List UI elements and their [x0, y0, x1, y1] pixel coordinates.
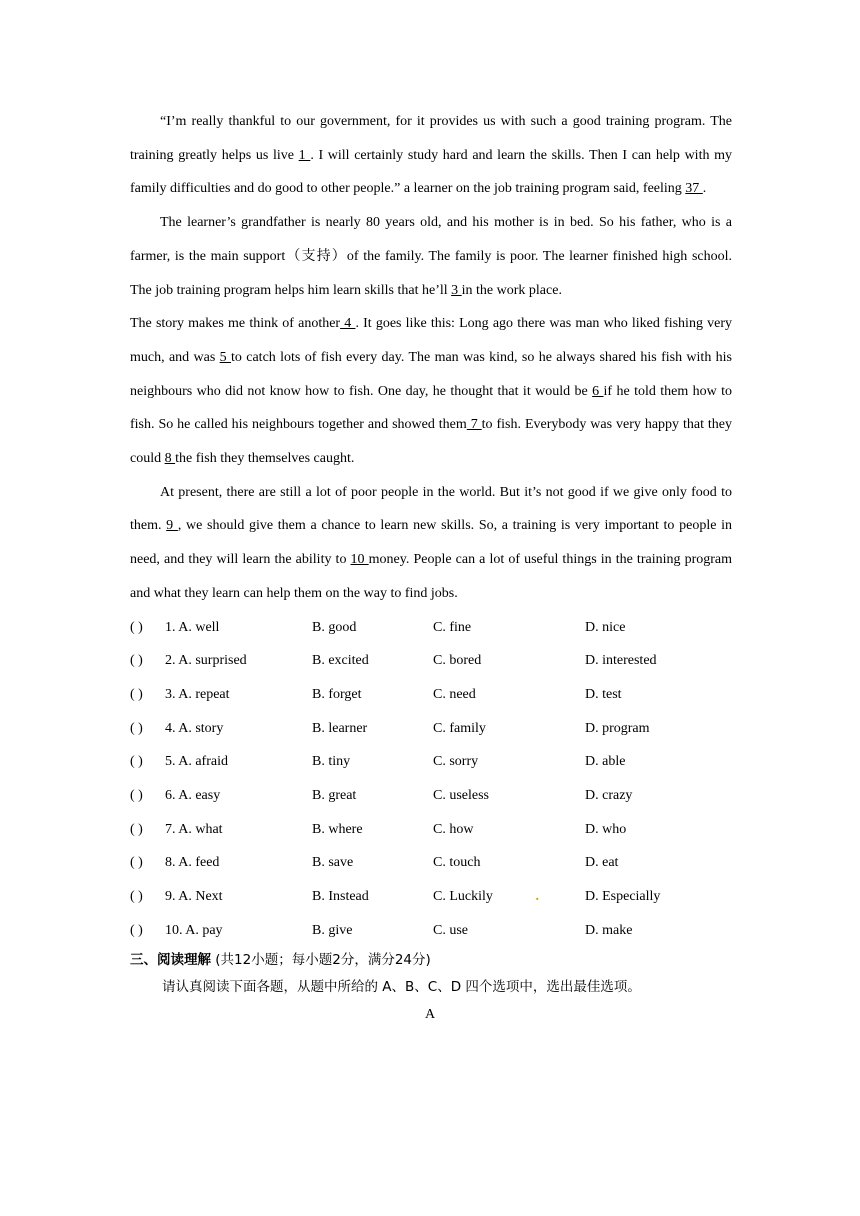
option-b: B. great	[312, 787, 357, 803]
answer-paren: ( )	[130, 889, 143, 905]
option-c: C. bored	[433, 653, 482, 669]
option-d: D. nice	[585, 619, 626, 635]
blank-9: 9	[166, 518, 178, 534]
question-row	[130, 644, 732, 678]
text: if he told them how to fish. So he called his neighbours together and showed them	[130, 383, 733, 433]
passage-label: A	[424, 1007, 436, 1023]
option-a: 6. A. easy	[165, 787, 221, 803]
passage-paragraph-2	[130, 206, 732, 307]
option-a: 3. A. repeat	[165, 686, 230, 702]
document-page	[130, 105, 732, 1029]
option-b: B. good	[312, 619, 357, 635]
answer-paren: ( )	[130, 787, 143, 803]
section-heading	[130, 947, 732, 973]
answer-paren: ( )	[130, 653, 143, 669]
text: in the work place.	[461, 282, 562, 298]
section-note: (共12小题；每小题2分，满分24分)	[211, 952, 431, 969]
option-d: D. crazy	[585, 787, 633, 803]
option-b: B. learner	[312, 720, 368, 736]
option-c: C. sorry	[433, 754, 479, 770]
passage-paragraph-3	[130, 307, 732, 476]
blank-4: 4	[340, 316, 356, 332]
text: . I will certainly study hard and learn the skills. Then I can help with my family difficulties and do good to other people.” a learner on the job training program said, feeling	[130, 147, 732, 197]
answer-paren: ( )	[130, 619, 143, 635]
blank-7: 7	[466, 417, 482, 433]
option-d: D. program	[585, 720, 650, 736]
blank-37: 37	[685, 181, 703, 197]
answer-paren: ( )	[130, 821, 143, 837]
text: .	[702, 181, 707, 197]
option-c: C. touch	[433, 855, 481, 871]
text: At present, there are still a lot of poor people in the world. But it’s not good if we give only food to them.	[130, 484, 732, 534]
option-a: 4. A. story	[165, 720, 224, 736]
question-row	[130, 880, 732, 914]
answer-paren: ( )	[130, 720, 143, 736]
question-row	[130, 745, 732, 779]
answer-paren: ( )	[130, 922, 143, 938]
option-a: 5. A. afraid	[165, 754, 228, 770]
question-row	[130, 678, 732, 712]
text: The story makes me think of another	[130, 316, 341, 332]
text: the fish they themselves caught.	[175, 451, 355, 467]
option-c: C. Luckily	[433, 889, 493, 905]
option-d: D. eat	[585, 855, 619, 871]
text: to fish. Everybody was very happy that they could	[130, 417, 733, 467]
option-c: C. useless	[433, 787, 489, 803]
text: “I’m really thankful to our government, for it provides us with such a good training program. The training greatly helps us live	[130, 114, 732, 163]
blank-8: 8	[164, 451, 176, 467]
option-a: 8. A. feed	[165, 855, 220, 871]
blank-10: 10	[350, 552, 369, 568]
section-instruction: 请认真阅读下面各题，从题中所给的 A、B、C、D 四个选项中，选出最佳选项。	[162, 979, 641, 996]
text: . It goes like this: Long ago there was man who liked fishing very much, and was	[130, 316, 732, 365]
option-c: C. how	[433, 821, 474, 837]
blank-3: 3	[451, 282, 462, 298]
option-b: B. give	[312, 922, 353, 938]
passage-paragraph-1	[130, 105, 732, 206]
option-d: D. make	[585, 922, 633, 938]
option-d: D. interested	[585, 653, 657, 669]
option-c: C. use	[433, 922, 468, 938]
option-b: B. save	[312, 855, 354, 871]
section-title: 三、阅读理解	[130, 952, 211, 969]
blank-6: 6	[592, 383, 604, 399]
question-row	[130, 712, 732, 746]
option-b: B. Instead	[312, 889, 369, 905]
question-row	[130, 779, 732, 813]
question-row	[130, 611, 732, 645]
option-a: 2. A. surprised	[165, 653, 247, 669]
blank-5: 5	[219, 349, 232, 365]
question-row	[130, 846, 732, 880]
option-b: B. where	[312, 821, 363, 837]
stray-dot-mark: .	[536, 889, 540, 905]
option-d: D. who	[585, 821, 627, 837]
answer-paren: ( )	[130, 754, 143, 770]
option-b: B. excited	[312, 653, 369, 669]
option-d: D. Especially	[585, 889, 661, 905]
option-c: C. need	[433, 686, 476, 702]
question-list	[130, 611, 732, 948]
option-a: 10. A. pay	[165, 922, 223, 938]
option-c: C. fine	[433, 619, 472, 635]
option-a: 7. A. what	[165, 821, 223, 837]
question-row	[130, 813, 732, 847]
blank-1: 1	[298, 147, 311, 163]
option-a: 9. A. Next	[165, 889, 223, 905]
answer-paren: ( )	[130, 855, 143, 871]
option-b: B. tiny	[312, 754, 351, 770]
option-c: C. family	[433, 720, 486, 736]
question-row	[130, 914, 732, 948]
passage-paragraph-4	[130, 476, 732, 611]
option-d: D. able	[585, 754, 626, 770]
option-d: D. test	[585, 686, 622, 702]
option-b: B. forget	[312, 686, 362, 702]
text: to catch lots of fish every day. The man was kind, so he always shared his fish with his neighbours who did not know how to fish. One day, he thought that it would be	[130, 349, 733, 399]
option-a: 1. A. well	[165, 619, 220, 635]
answer-paren: ( )	[130, 686, 143, 702]
text: The learner’s grandfather is nearly 80 years old, and his mother is in bed. So his father, who is a farmer, is the main support（支持）of the family. The family is poor. The learner finished high school. The job training program helps him learn skills that he’ll	[130, 215, 732, 298]
text: , we should give them a chance to learn new skills. So, a training is very important to people in need, and they will learn the ability to	[130, 518, 732, 568]
text: money. People can a lot of useful things in the training program and what they learn can help them on the way to find jobs.	[130, 552, 733, 601]
